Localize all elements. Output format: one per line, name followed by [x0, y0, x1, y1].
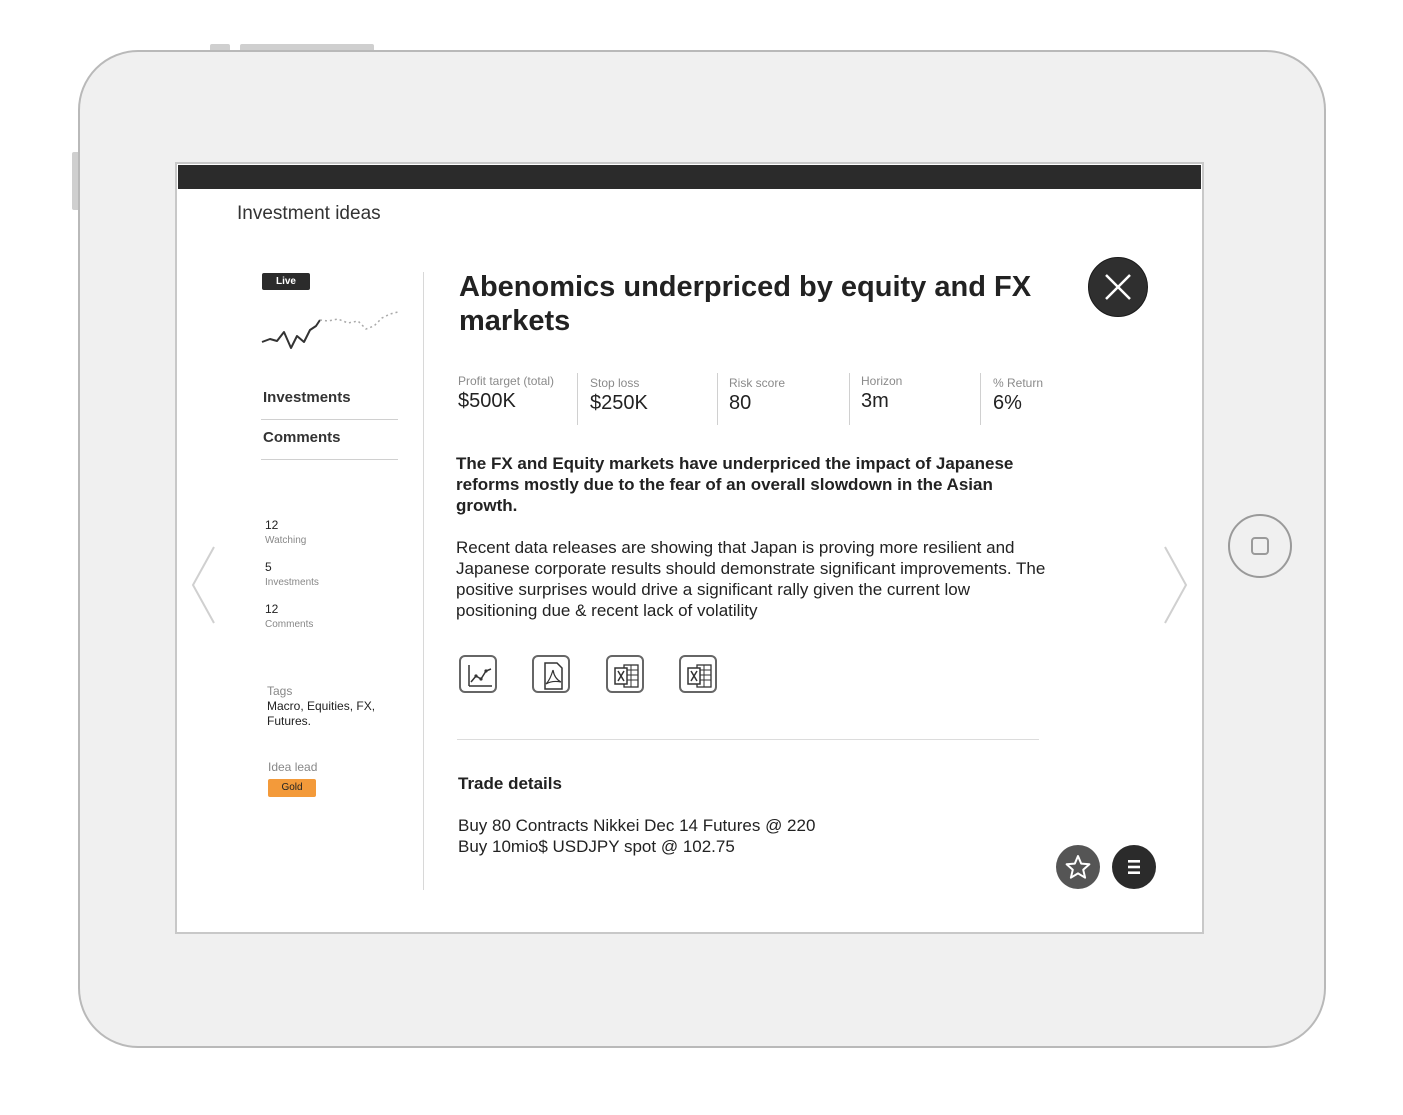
idea-title: Abenomics underpriced by equity and FX markets	[459, 271, 1032, 337]
comments-label: Comments	[265, 619, 314, 630]
metric-stop-loss: Stop loss $250K	[590, 376, 648, 414]
nav-comments[interactable]: Comments	[261, 420, 398, 460]
tags-label: Tags	[267, 684, 293, 698]
nav-investments[interactable]: Investments	[261, 380, 398, 420]
idea-lead-label: Idea lead	[268, 760, 318, 774]
chevron-right-icon[interactable]	[1162, 545, 1190, 630]
section-divider	[457, 739, 1039, 740]
comments-count: 12	[265, 602, 279, 616]
excel-file-icon[interactable]	[679, 655, 717, 693]
sparkline-chart	[260, 308, 400, 359]
menu-button[interactable]	[1112, 845, 1156, 889]
idea-body: Recent data releases are showing that Japan is proving more resilient and Japanese corporate results should demonstrate significant improvements. The positive surprises would drive a significant rally given the current low positioning due & recent lack of volatility	[456, 538, 1046, 620]
watching-count: 12	[265, 518, 279, 532]
investments-label: Investments	[265, 577, 319, 588]
pdf-file-icon[interactable]	[532, 655, 570, 693]
idea-lead-badge: Gold	[268, 779, 316, 797]
page-title: Investment ideas	[237, 203, 381, 224]
metric-divider	[577, 373, 578, 425]
watching-label: Watching	[265, 535, 307, 546]
sidebar-divider	[423, 272, 424, 890]
trade-line: Buy 80 Contracts Nikkei Dec 14 Futures @ 220	[458, 816, 816, 835]
star-icon	[1056, 845, 1100, 889]
investments-count: 5	[265, 560, 272, 574]
trade-details-heading: Trade details	[458, 774, 562, 793]
home-button-icon[interactable]	[1228, 514, 1292, 578]
metric-divider	[980, 373, 981, 425]
trade-line: Buy 10mio$ USDJPY spot @ 102.75	[458, 837, 735, 856]
close-icon	[1089, 258, 1149, 318]
metric-risk-score: Risk score 80	[729, 376, 786, 414]
metric-divider	[849, 373, 850, 425]
chevron-left-icon[interactable]	[190, 545, 218, 630]
chart-file-icon[interactable]	[459, 655, 497, 693]
favorite-button[interactable]	[1056, 845, 1100, 889]
status-bar	[178, 165, 1201, 189]
menu-icon	[1112, 845, 1156, 889]
live-badge: Live	[262, 273, 310, 290]
metric-profit-target: Profit target (total) $500K	[458, 374, 555, 412]
idea-summary: The FX and Equity markets have underpriced the impact of Japanese reforms mostly due to the fear of an overall slowdown in the Asian growth.	[456, 454, 1014, 515]
metric-return: % Return 6%	[993, 376, 1044, 414]
close-button[interactable]	[1088, 257, 1148, 317]
excel-file-icon[interactable]	[606, 655, 644, 693]
metric-horizon: Horizon 3m	[861, 374, 903, 412]
metric-divider	[717, 373, 718, 425]
tags-value: Macro, Equities, FX, Futures.	[267, 699, 376, 728]
